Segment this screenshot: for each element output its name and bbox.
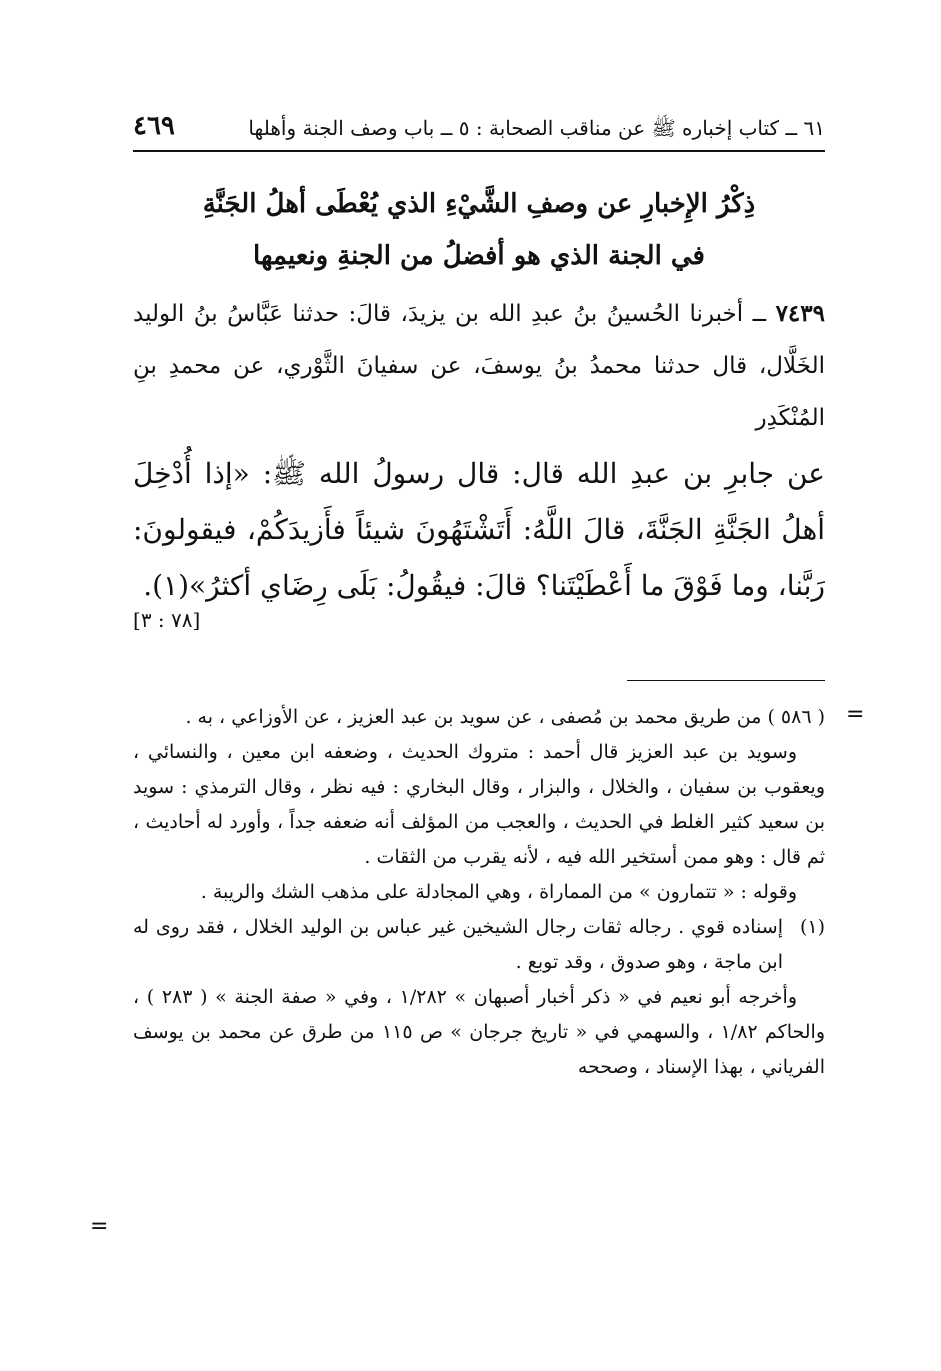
footnote-continued-paragraph-1: ( ٥٨٦ ) من طريق محمد بن مُصفى ، عن سويد بن عبد العزيز ، عن الأوزاعي ، به . [185,706,825,728]
footnote-1 [133,910,825,980]
continuation-mark-top: = [846,702,865,727]
footnote-1-paragraph-1: إسناده قوي . رجاله ثقات رجال الشيخين غير عباس بن الوليد الخلال ، فقد روى له ابن ماجة ، وهو صدوق ، وقد توبع . [133,916,783,973]
hadith-matn: عن جابرِ بن عبدِ الله قال: قال رسولُ الله ﷺ: «إذا أُدْخِلَ أهلُ الجَنَّةِ الجَنَّةَ، قالَ اللَّهُ: أَتَشْتَهُونَ شيئاً فأَزيدَكُمْ، فيقولونَ: رَبَّنا، وما فَوْقَ ما أَعْطَيْتَنا؟ قالَ: فيقُولُ: بَلَى رِضَاي أكثرُ»(١). [133,457,825,602]
section-heading [133,178,825,282]
hadith-reference: [٧٨ : ٣] [133,608,201,632]
footnote-1-paragraph-2: وأخرجه أبو نعيم في « ذكر أخبار أصبهان » ١/٢٨٢ ، وفي « صفة الجنة » ( ٢٨٣ ) ، والحاكم ١/٨٢ ، والسهمي في « تاريخ جرجان » ص ١١٥ من طرق عن محمد بن يوسف الفرياني ، بهذا الإسناد ، وصححه [133,986,825,1078]
footnote-rule [627,680,825,681]
footnote-continued-paragraph-3: وقوله : « تتمارون » من المماراة ، وهي المجادلة على مذهب الشك والريبة . [200,881,797,903]
section-heading-line-1: ذِكْرُ الإِخبارِ عن وصفِ الشَّيْءِ الذي يُعْطَى أهلُ الجَنَّةِ [202,189,756,219]
hadith-isnad-text: ــ أخبرنا الحُسينُ بنُ عبدِ الله بن يزيدَ، قالَ: حدثنا عَبَّاسُ بنُ الوليد الخَلَّال، قال حدثنا محمدُ بنُ يوسفَ، عن سفيانَ الثَّوْري، عن محمدِ بنِ المُنْكَدِر [133,301,825,431]
footnote-1-marker: (١) [799,916,825,938]
hadith-number: ٧٤٣٩ [775,300,825,327]
continuation-mark-bottom: = [90,1214,109,1239]
running-header [133,108,825,148]
footnotes [133,700,825,1085]
page-number: ٤٦٩ [133,111,175,141]
section-heading-line-2: في الجنة الذي هو أفضلُ من الجنةِ ونعيمِها [253,241,705,271]
header-rule [133,150,825,152]
footnote-continued-paragraph-2: وسويد بن عبد العزيز قال أحمد : متروك الحديث ، وضعفه ابن معين ، والنسائي ، ويعقوب بن سفيان ، والخلال ، والبزار ، وقال البخاري : فيه نظر ، وقال الترمذي : سويد بن سعيد كثير الغلط في الحديث ، والعجب من المؤلف أنه ضعفه جداً ، وأورد له أحاديث ، ثم قال : وهو ممن أستخير الله فيه ، لأنه يقرب من الثقات . [133,741,825,868]
hadith-isnad [133,288,825,444]
running-title: ٦١ ــ كتاب إخباره ﷺ عن مناقب الصحابة : ٥ ــ باب وصف الجنة وأهلها [248,116,825,140]
